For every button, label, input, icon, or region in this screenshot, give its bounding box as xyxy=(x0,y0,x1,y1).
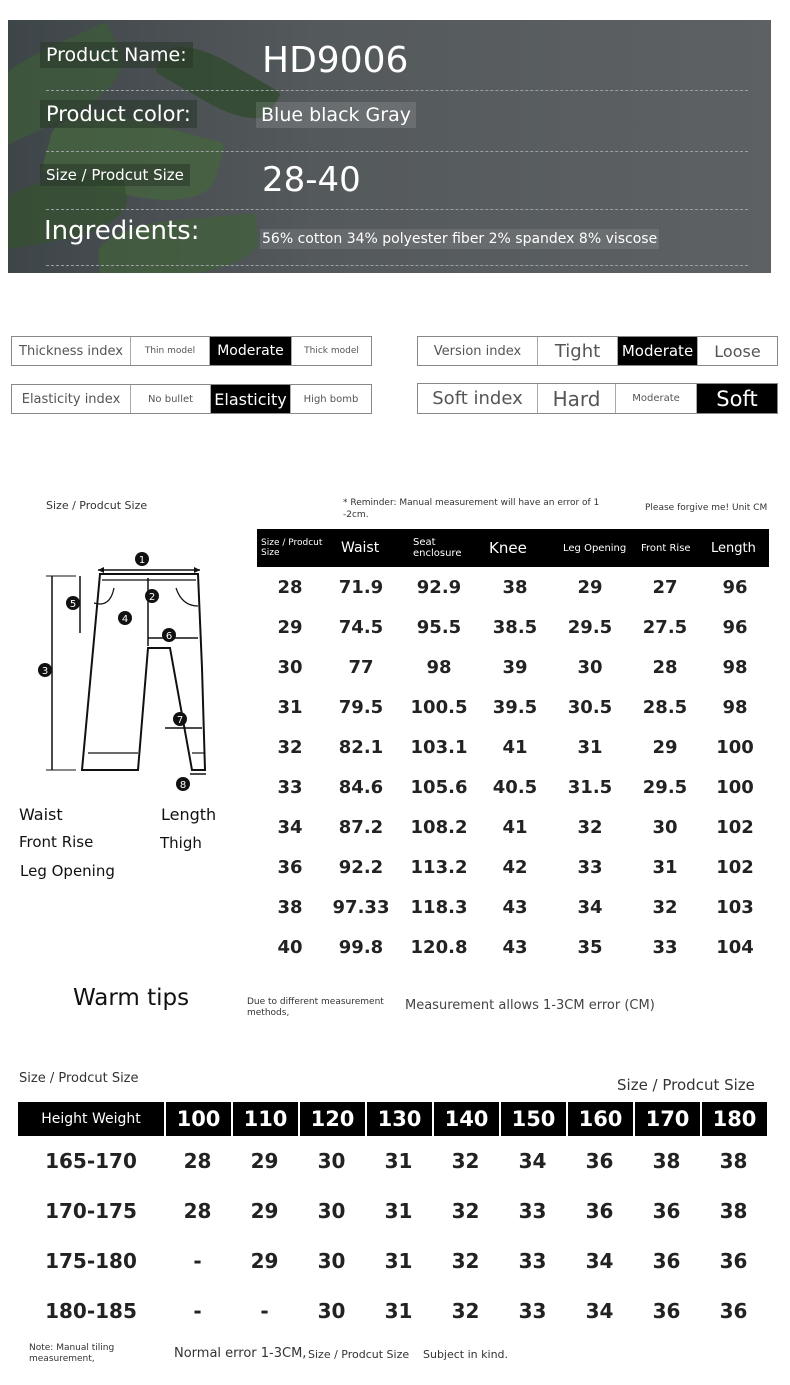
hw-header-weight: 180 xyxy=(700,1102,767,1136)
hw-size-cell: 36 xyxy=(719,1299,748,1323)
size-cell: 43 xyxy=(502,896,528,918)
size-cell: 40.5 xyxy=(492,776,538,798)
size-cell: 84.6 xyxy=(338,776,384,798)
hw-size-cell: 31 xyxy=(384,1299,413,1323)
diagram-label-thigh: Thigh xyxy=(160,834,202,852)
size-cell: 100.5 xyxy=(410,696,468,718)
size-cell: 105.6 xyxy=(410,776,468,798)
product-banner xyxy=(8,20,771,273)
hw-size-cell: 32 xyxy=(451,1149,480,1173)
hw-size-cell: 29 xyxy=(250,1199,279,1223)
hw-size-cell: - xyxy=(260,1299,269,1323)
hw-size-cell: 32 xyxy=(451,1299,480,1323)
hw-size-cell: 38 xyxy=(719,1199,748,1223)
size-cell: 39.5 xyxy=(492,696,538,718)
col-leg-opening: Leg Opening xyxy=(551,529,629,567)
size-cell: 33 xyxy=(577,856,603,878)
size-cell: 108.2 xyxy=(410,816,468,838)
size-cell: 100 xyxy=(716,736,754,758)
hw-size-cell: 29 xyxy=(250,1249,279,1273)
hw-size-cell: 36 xyxy=(585,1199,614,1223)
thickness-index xyxy=(11,336,372,366)
hw-header-weight: 120 xyxy=(298,1102,365,1136)
thickness-index-label: Thickness index xyxy=(12,337,131,365)
size-cell: 28.5 xyxy=(642,696,688,718)
version-index xyxy=(417,336,778,366)
footer-subject: Subject in kind. xyxy=(423,1348,509,1361)
product-name-label: Product Name: xyxy=(40,42,193,68)
size-row xyxy=(257,687,769,727)
size-cell: 29.5 xyxy=(642,776,688,798)
version-opt-moderate: Moderate xyxy=(618,337,698,365)
product-color-label: Product color: xyxy=(40,100,197,128)
svg-text:2: 2 xyxy=(148,592,156,603)
hw-size-cell: 31 xyxy=(384,1199,413,1223)
size-cell: 38.5 xyxy=(492,616,538,638)
hw-row xyxy=(18,1186,767,1236)
hw-size-cell: 33 xyxy=(518,1199,547,1223)
hw-size-cell: 36 xyxy=(652,1249,681,1273)
size-cell: 27.5 xyxy=(642,616,688,638)
size-cell: 77 xyxy=(348,656,374,678)
size-cell: 29 xyxy=(577,576,603,598)
size-row xyxy=(257,807,769,847)
hw-header-weight: 150 xyxy=(499,1102,566,1136)
size-label: Size / Prodcut Size xyxy=(40,164,190,186)
size-section-title: Size / Prodcut Size xyxy=(46,499,148,512)
size-row xyxy=(257,927,769,967)
size-cell: 31.5 xyxy=(567,776,613,798)
size-row xyxy=(257,847,769,887)
size-cell: 120.8 xyxy=(410,936,468,958)
size-cell: 40 xyxy=(277,936,303,958)
size-cell: 36 xyxy=(277,856,303,878)
reminder-note: * Reminder: Manual measurement will have an error of 1 -2cm. xyxy=(343,498,600,520)
size-cell: 97.33 xyxy=(332,896,390,918)
warm-tips-title: Warm tips xyxy=(73,985,190,1011)
elasticity-opt-high: High bomb xyxy=(303,393,359,405)
hw-size-cell: 28 xyxy=(183,1149,212,1173)
hw-row xyxy=(18,1236,767,1286)
size-cell: 71.9 xyxy=(338,576,384,598)
col-size: Size / Prodcut Size xyxy=(257,529,323,567)
soft-opt-soft: Soft xyxy=(697,384,777,413)
size-cell: 32 xyxy=(577,816,603,838)
hw-size-cell: 36 xyxy=(719,1249,748,1273)
svg-text:7: 7 xyxy=(176,715,184,726)
unit-note: Please forgive me! Unit CM xyxy=(645,503,768,513)
size-cell: 100 xyxy=(716,776,754,798)
size-cell: 39 xyxy=(502,656,528,678)
hw-header-weight: 170 xyxy=(633,1102,700,1136)
size-row xyxy=(257,887,769,927)
hw-header-weight: 140 xyxy=(432,1102,499,1136)
size-cell: 29.5 xyxy=(567,616,613,638)
size-cell: 29 xyxy=(277,616,303,638)
version-opt-tight: Tight xyxy=(538,337,618,365)
size-cell: 38 xyxy=(277,896,303,918)
size-cell: 96 xyxy=(722,616,748,638)
hw-title-left: Size / Prodcut Size xyxy=(19,1071,139,1086)
svg-text:3: 3 xyxy=(41,666,49,677)
col-waist: Waist xyxy=(323,529,399,567)
ingredients-label: Ingredients: xyxy=(44,216,200,246)
size-row xyxy=(257,727,769,767)
size-cell: 31 xyxy=(277,696,303,718)
hw-height-cell: 165-170 xyxy=(45,1149,137,1173)
size-cell: 102 xyxy=(716,816,754,838)
size-cell: 30 xyxy=(277,656,303,678)
size-cell: 30 xyxy=(577,656,603,678)
size-cell: 33 xyxy=(277,776,303,798)
size-cell: 82.1 xyxy=(338,736,384,758)
hw-size-cell: 30 xyxy=(317,1149,346,1173)
col-length: Length xyxy=(701,529,769,567)
version-index-label: Version index xyxy=(418,337,538,365)
hw-size-cell: 32 xyxy=(451,1199,480,1223)
size-cell: 92.2 xyxy=(338,856,384,878)
hw-height-cell: 175-180 xyxy=(45,1249,137,1273)
thickness-opt-thin: Thin model xyxy=(131,337,210,365)
svg-text:4: 4 xyxy=(121,614,129,625)
hw-size-cell: 38 xyxy=(652,1149,681,1173)
hw-size-cell: 33 xyxy=(518,1249,547,1273)
size-cell: 43 xyxy=(502,936,528,958)
size-cell: 99.8 xyxy=(338,936,384,958)
size-cell: 30 xyxy=(652,816,678,838)
hw-header-weight: 100 xyxy=(164,1102,231,1136)
diagram-label-length: Length xyxy=(161,805,217,824)
hw-size-cell: 34 xyxy=(585,1299,614,1323)
size-cell: 74.5 xyxy=(338,616,384,638)
size-cell: 28 xyxy=(277,576,303,598)
hw-size-cell: 34 xyxy=(518,1149,547,1173)
size-cell: 27 xyxy=(652,576,678,598)
hw-size-cell: 30 xyxy=(317,1299,346,1323)
size-cell: 31 xyxy=(577,736,603,758)
height-weight-table xyxy=(18,1102,767,1336)
hw-size-cell: 36 xyxy=(652,1299,681,1323)
svg-text:5: 5 xyxy=(69,599,77,610)
hw-size-cell: 36 xyxy=(585,1149,614,1173)
thickness-opt-thick: Thick model xyxy=(304,346,359,356)
hw-height-cell: 170-175 xyxy=(45,1199,137,1223)
hw-title-right: Size / Prodcut Size xyxy=(617,1076,755,1094)
soft-index-label: Soft index xyxy=(418,384,538,413)
size-cell: 79.5 xyxy=(338,696,384,718)
size-cell: 96 xyxy=(722,576,748,598)
hw-size-cell: 30 xyxy=(317,1199,346,1223)
size-cell: 34 xyxy=(577,896,603,918)
hw-header-weight: 110 xyxy=(231,1102,298,1136)
footer-note: Note: Manual tiling measurement, xyxy=(29,1343,115,1364)
divider xyxy=(46,151,748,152)
svg-text:1: 1 xyxy=(138,555,146,566)
hw-size-cell: 34 xyxy=(585,1249,614,1273)
size-cell: 98 xyxy=(722,696,748,718)
size-cell: 29 xyxy=(652,736,678,758)
size-cell: 38 xyxy=(502,576,528,598)
divider xyxy=(46,209,748,210)
size-row xyxy=(257,607,769,647)
elasticity-opt-none: No bullet xyxy=(131,385,211,413)
svg-text:6: 6 xyxy=(165,631,173,642)
size-cell: 42 xyxy=(502,856,528,878)
hw-header xyxy=(18,1102,767,1136)
ingredients-value: 56% cotton 34% polyester fiber 2% spandex 8% viscose xyxy=(262,231,658,247)
size-cell: 35 xyxy=(577,936,603,958)
footer-size: Size / Prodcut Size xyxy=(308,1348,410,1361)
size-cell: 98 xyxy=(722,656,748,678)
elasticity-index xyxy=(11,384,372,414)
size-row xyxy=(257,647,769,687)
diagram-label-waist: Waist xyxy=(19,805,63,824)
hw-size-cell: 33 xyxy=(518,1299,547,1323)
size-cell: 34 xyxy=(277,816,303,838)
pants-diagram xyxy=(30,548,230,793)
hw-size-cell: 30 xyxy=(317,1249,346,1273)
diagram-label-leg-opening: Leg Opening xyxy=(20,862,115,880)
size-chart-header xyxy=(257,529,769,567)
soft-opt-moderate: Moderate xyxy=(616,384,697,413)
size-cell: 98 xyxy=(426,656,452,678)
hw-size-cell: 36 xyxy=(652,1199,681,1223)
size-row xyxy=(257,767,769,807)
col-front-rise: Front Rise xyxy=(629,529,701,567)
size-cell: 30.5 xyxy=(567,696,613,718)
size-cell: 32 xyxy=(277,736,303,758)
hw-size-cell: 29 xyxy=(250,1149,279,1173)
elasticity-opt-elasticity: Elasticity xyxy=(211,385,291,413)
size-cell: 41 xyxy=(502,736,528,758)
soft-index xyxy=(417,383,778,414)
size-cell: 102 xyxy=(716,856,754,878)
version-opt-loose: Loose xyxy=(714,341,761,361)
hw-row xyxy=(18,1286,767,1336)
size-cell: 104 xyxy=(716,936,754,958)
hw-row xyxy=(18,1136,767,1186)
divider xyxy=(46,90,748,91)
hw-header-weight: 130 xyxy=(365,1102,432,1136)
size-cell: 87.2 xyxy=(338,816,384,838)
hw-size-cell: - xyxy=(193,1249,202,1273)
size-cell: 92.9 xyxy=(416,576,462,598)
size-cell: 113.2 xyxy=(410,856,468,878)
svg-text:8: 8 xyxy=(179,780,187,791)
product-name-value: HD9006 xyxy=(262,40,409,81)
hw-size-cell: 31 xyxy=(384,1249,413,1273)
size-cell: 41 xyxy=(502,816,528,838)
col-seat: Seat enclosure xyxy=(399,529,479,567)
divider xyxy=(46,265,748,266)
warm-tips-note: Due to different measurement methods, xyxy=(247,997,384,1018)
size-cell: 118.3 xyxy=(410,896,468,918)
size-cell: 31 xyxy=(652,856,678,878)
hw-size-cell: 28 xyxy=(183,1199,212,1223)
elasticity-index-label: Elasticity index xyxy=(12,385,131,413)
soft-opt-hard: Hard xyxy=(538,384,616,413)
hw-size-cell: - xyxy=(193,1299,202,1323)
size-chart-table xyxy=(257,529,769,967)
col-knee: Knee xyxy=(479,529,551,567)
size-cell: 95.5 xyxy=(416,616,462,638)
hw-size-cell: 31 xyxy=(384,1149,413,1173)
size-value: 28-40 xyxy=(262,160,361,200)
size-cell: 32 xyxy=(652,896,678,918)
size-cell: 103 xyxy=(716,896,754,918)
hw-size-cell: 32 xyxy=(451,1249,480,1273)
size-cell: 33 xyxy=(652,936,678,958)
hw-height-cell: 180-185 xyxy=(45,1299,137,1323)
warm-tips-text: Measurement allows 1-3CM error (CM) xyxy=(405,998,655,1013)
hw-header-label: Height Weight xyxy=(18,1102,164,1136)
product-color-value: Blue black Gray xyxy=(256,102,416,128)
footer-error: Normal error 1-3CM, xyxy=(174,1346,307,1361)
thickness-opt-moderate: Moderate xyxy=(210,337,292,365)
size-row xyxy=(257,567,769,607)
size-cell: 28 xyxy=(652,656,678,678)
diagram-label-front-rise: Front Rise xyxy=(19,833,94,851)
hw-size-cell: 38 xyxy=(719,1149,748,1173)
size-cell: 103.1 xyxy=(410,736,468,758)
hw-header-weight: 160 xyxy=(566,1102,633,1136)
